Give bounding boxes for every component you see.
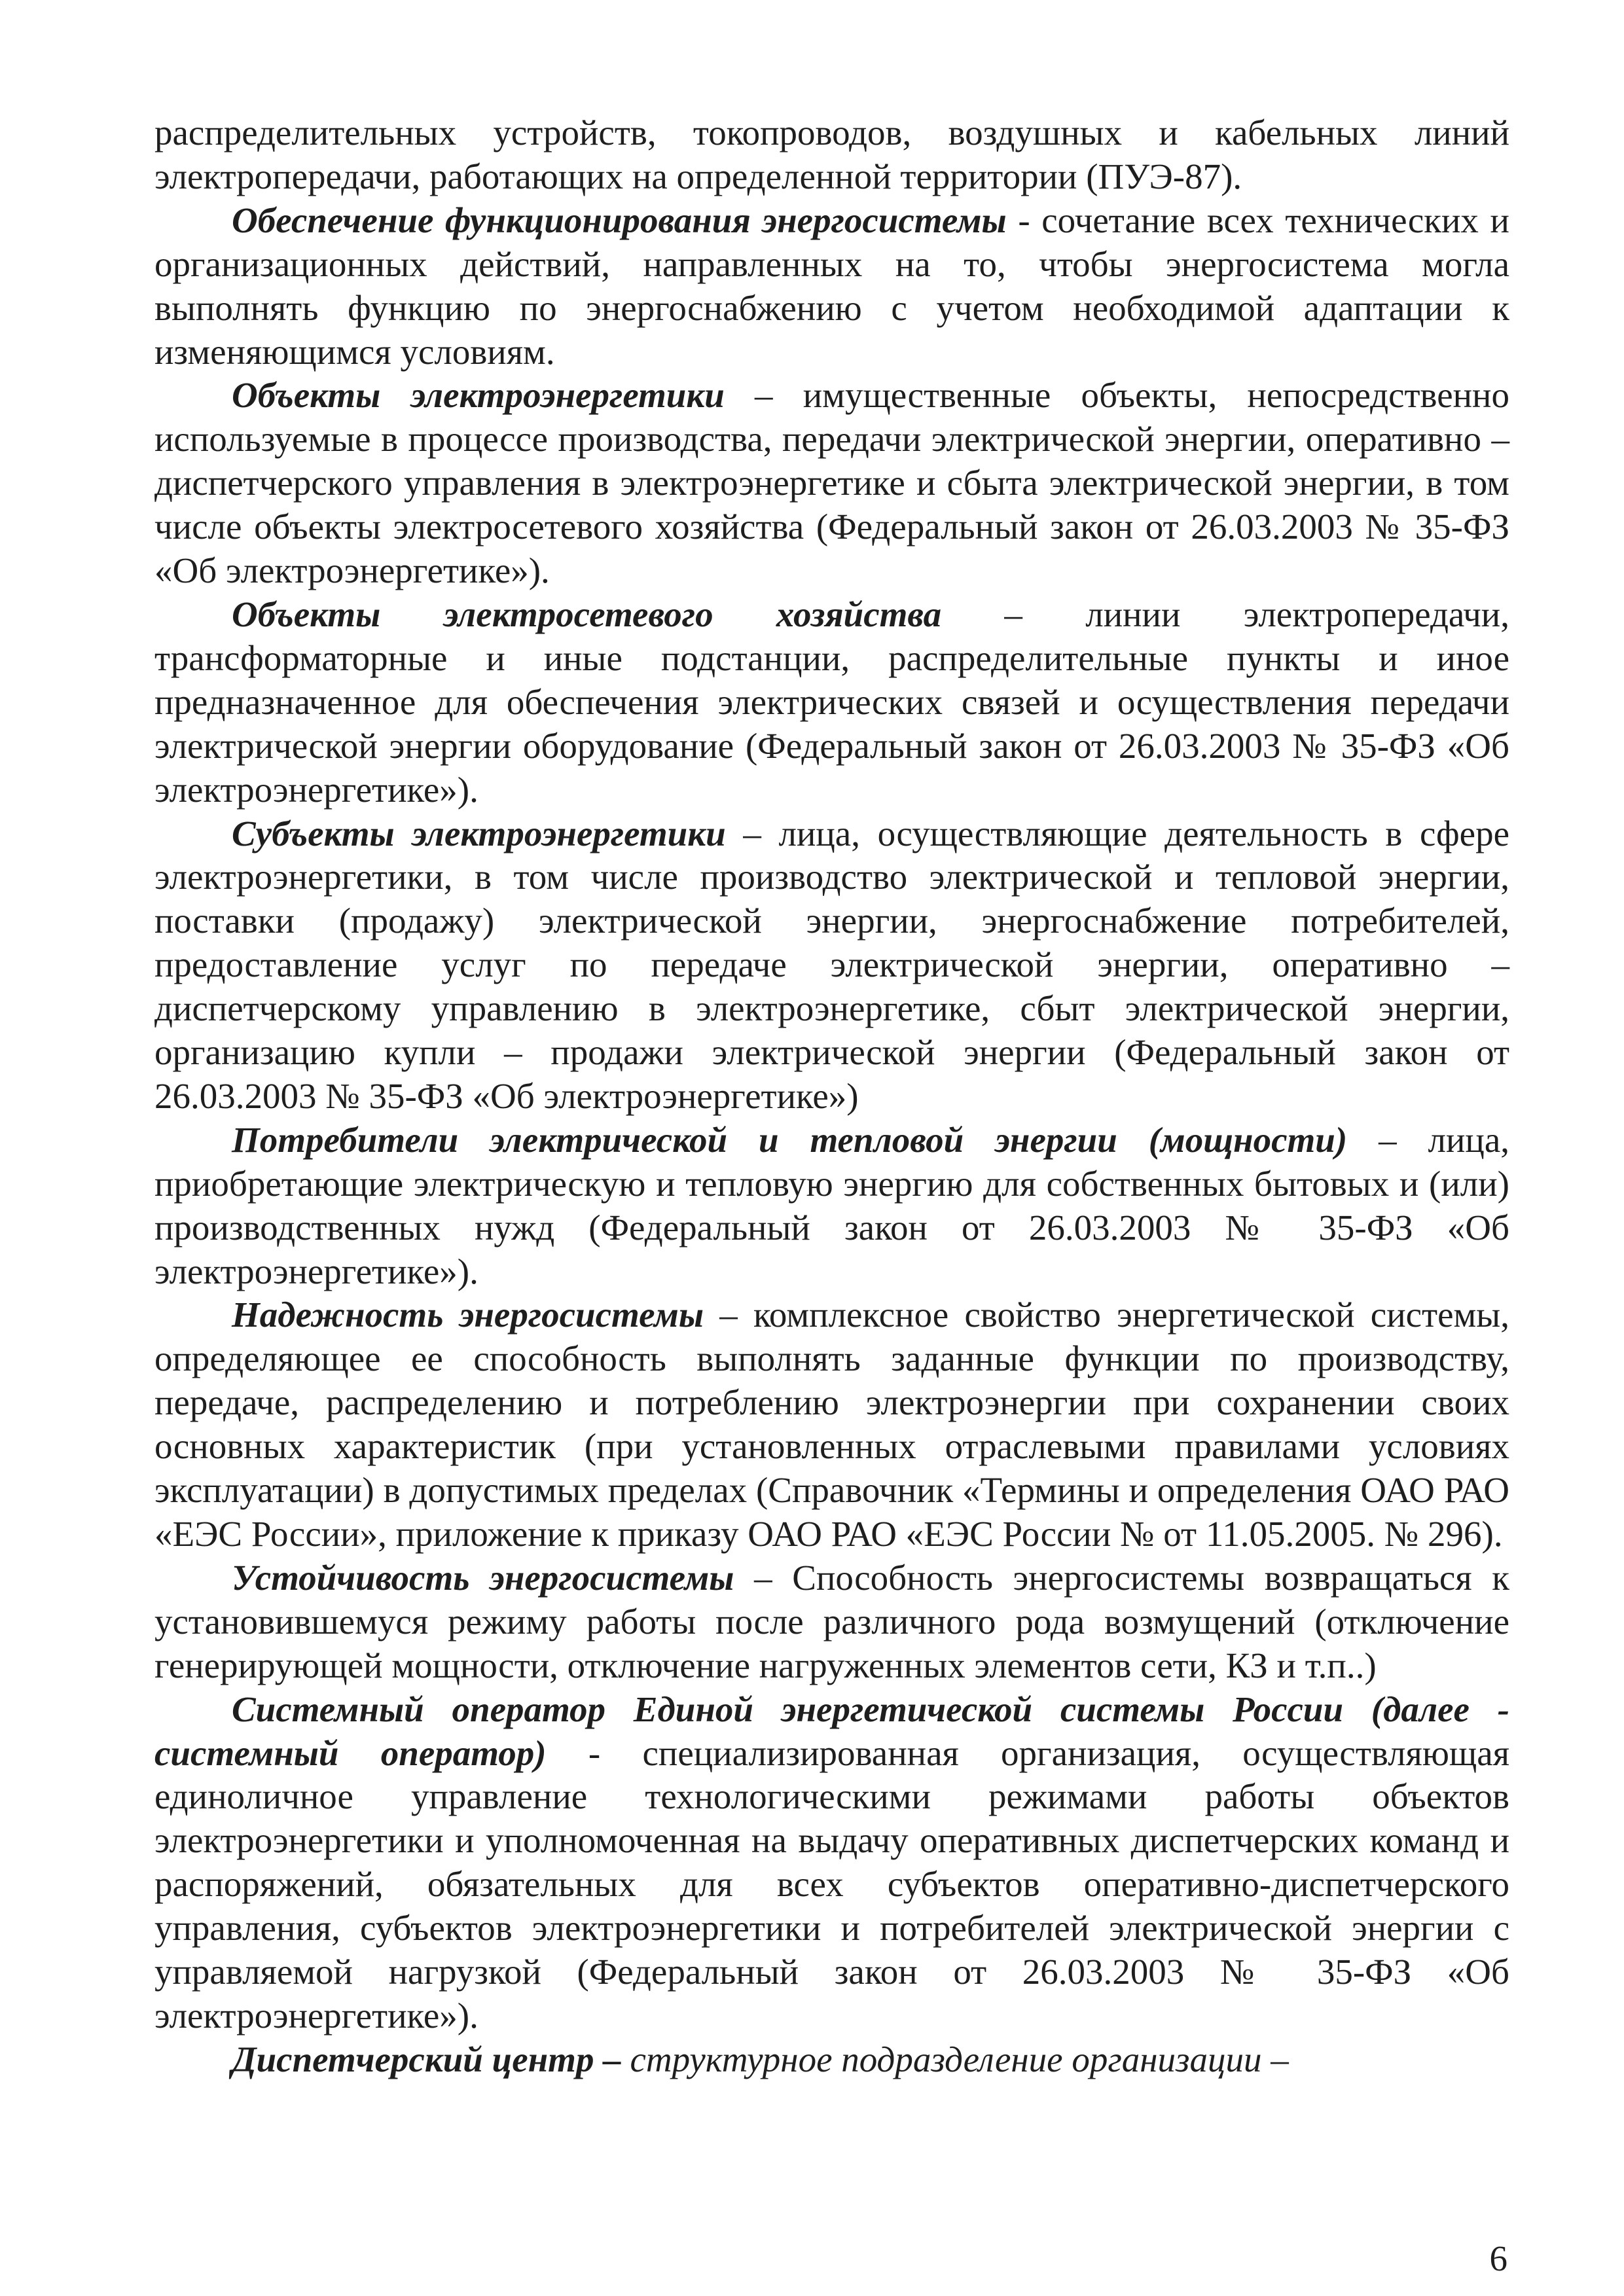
paragraph-energy-consumers xyxy=(154,1119,1509,1294)
term-heading: Обеспечение функционирования энергосистемы xyxy=(232,200,1007,240)
paragraph-system-stability xyxy=(154,1556,1509,1688)
definition-text: распределительных устройств, токопроводов, воздушных и кабельных линий электропередачи, работающих на определенной территории (ПУЭ-87). xyxy=(154,113,1509,196)
term-heading: Объекты электросетевого хозяйства xyxy=(232,594,942,634)
paragraph-system-operator xyxy=(154,1688,1509,2038)
definition-text: – лица, осуществляющие деятельность в сфере электроэнергетики, в том числе производство электрической и тепловой энергии, поставки (продажу) электрической энергии, энергоснабжение потребителей, предоставление услуг по передаче электрической энергии, оперативно – диспетчерскому управлению в электроэнергетике, сбыт электрической энергии, организацию купли – продажи электрической энергии (Федеральный закон от 26.03.2003 № 35-ФЗ «Об электроэнергетике») xyxy=(154,813,1509,1116)
paragraph-continuation xyxy=(154,111,1509,199)
definition-text: – Способность энергосистемы возвращаться к установившемуся режиму работы после различного рода возмущений (отключение генерирующей мощности, отключение нагруженных элементов сети, КЗ и т.п..) xyxy=(154,1557,1510,1685)
definition-text: - сочетание всех технических и организационных действий, направленных на то, чтобы энергосистема могла выполнять функцию по энергоснабжению с учетом необходимой адаптации к изменяющимся условиям. xyxy=(154,200,1509,372)
page-number: 6 xyxy=(1489,2238,1507,2278)
paragraph-energy-system-functioning xyxy=(154,199,1509,374)
paragraph-system-reliability xyxy=(154,1293,1509,1556)
term-heading: Системный оператор Единой энергетической системы России (далее - системный оператор) xyxy=(154,1689,1509,1773)
term-heading: Потребители электрической и тепловой энергии (мощности) xyxy=(232,1119,1348,1160)
term-heading: Субъекты электроэнергетики xyxy=(232,813,726,853)
definition-text: – имущественные объекты, непосредственно используемые в процессе производства, передачи электрической энергии, оперативно – диспетчерского управления в электроэнергетике и сбыта электрической энергии, в том числе объекты электросетевого хозяйства (Федеральный закон от 26.03.2003 № 35-ФЗ «Об электроэнергетике»). xyxy=(154,375,1509,591)
paragraph-power-objects xyxy=(154,374,1509,593)
document-body xyxy=(154,111,1509,2082)
term-heading: Объекты электроэнергетики xyxy=(232,375,725,416)
term-heading: Диспетчерский центр – xyxy=(232,2039,621,2079)
definition-text: структурное подразделение организации – xyxy=(621,2039,1289,2079)
definition-text: – комплексное свойство энергетической системы, определяющее ее способность выполнять заданные функции по производству, передаче, распределению и потреблению электроэнергии при сохранении своих основных характеристик (при установленных отраслевыми правилами условиях эксплуатации) в допустимых пределах (Справочник «Термины и определения ОАО РАО «ЕЭС России», приложение к приказу ОАО РАО «ЕЭС России № от 11.05.2005. № 296). xyxy=(154,1295,1509,1554)
paragraph-grid-objects xyxy=(154,593,1509,812)
paragraph-power-subjects xyxy=(154,812,1509,1119)
definition-text: – линии электропередачи, трансформаторные и иные подстанции, распределительные пункты и иное предназначенное для обеспечения электрических связей и осуществления передачи электрической энергии оборудование (Федеральный закон от 26.03.2003 № 35-ФЗ «Об электроэнергетике»). xyxy=(154,594,1509,810)
paragraph-dispatch-center xyxy=(154,2038,1509,2082)
term-heading: Надежность энергосистемы xyxy=(232,1295,704,1335)
definition-text: – лица, приобретающие электрическую и тепловую энергию для собственных бытовых и (или) производственных нужд (Федеральный закон от 26.03.2003 № 35-ФЗ «Об электроэнергетике»). xyxy=(154,1119,1509,1291)
definition-text: - специализированная организация, осуществляющая единоличное управление технологическими режимами работы объектов электроэнергетики и уполномоченная на выдачу оперативных диспетчерских команд и распоряжений, обязательных для всех субъектов оперативно-диспетчерского управления, субъектов электроэнергетики и потребителей электрической энергии с управляемой нагрузкой (Федеральный закон от 26.03.2003 № 35-ФЗ «Об электроэнергетике»). xyxy=(154,1732,1509,2036)
term-heading: Устойчивость энергосистемы xyxy=(232,1557,734,1598)
